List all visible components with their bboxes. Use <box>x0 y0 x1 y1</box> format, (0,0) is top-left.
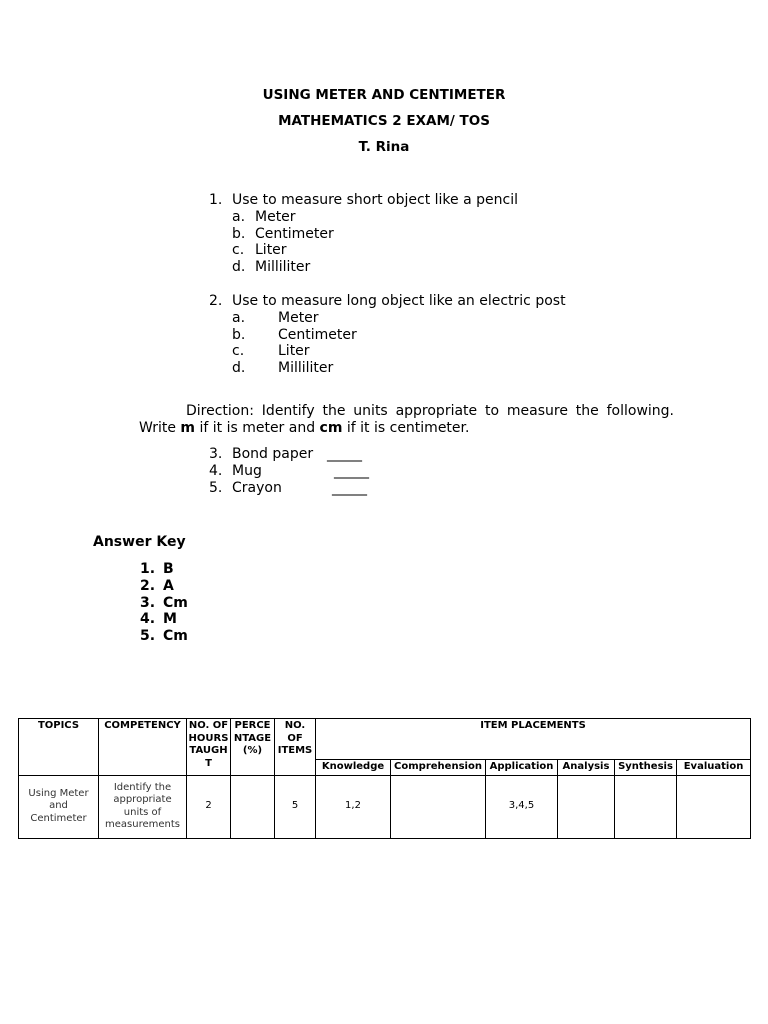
item-text: Bond paper <box>232 446 314 462</box>
header-topics: TOPICS <box>19 719 99 776</box>
cell-items: 5 <box>275 775 316 838</box>
answer-2 <box>140 578 260 595</box>
item-number: 4. <box>209 462 223 479</box>
col-evaluation: Evaluation <box>677 760 751 776</box>
answer-4 <box>140 611 260 628</box>
option-d <box>209 259 629 276</box>
question-number: 2. <box>209 293 223 309</box>
option-letter: b. <box>232 225 246 242</box>
option-b <box>209 226 629 243</box>
direction-cm: cm <box>319 419 343 436</box>
header-hours: NO. OF HOURS TAUGHT <box>187 719 231 776</box>
fill-item-4 <box>209 463 409 480</box>
option-letter: b. <box>232 326 246 343</box>
item-number: 3. <box>209 446 223 462</box>
cell-competency: Identify the appropriate units of measurements <box>99 775 187 838</box>
answer-key-title: Answer Key <box>93 534 186 550</box>
option-a <box>209 310 629 327</box>
option-text: Centimeter <box>278 326 357 343</box>
item-number: 5. <box>209 479 223 496</box>
option-c <box>209 242 629 259</box>
fill-item-5 <box>209 480 409 497</box>
question-text: Use to measure short object like a pencil <box>232 192 518 208</box>
cell-application: 3,4,5 <box>486 775 558 838</box>
answer-blank: _____ <box>332 479 367 496</box>
question-number: 1. <box>209 192 223 208</box>
answer-blank: _____ <box>327 446 362 462</box>
option-letter: d. <box>232 360 246 377</box>
col-knowledge: Knowledge <box>316 760 391 776</box>
header-item-placements: ITEM PLACEMENTS <box>316 719 751 760</box>
answer-value: Cm <box>163 594 188 611</box>
cell-knowledge: 1,2 <box>316 775 391 838</box>
doc-subtitle: MATHEMATICS 2 EXAM/ TOS <box>278 113 490 129</box>
cell-percentage <box>231 775 275 838</box>
item-text: Mug <box>232 462 262 479</box>
col-analysis: Analysis <box>558 760 615 776</box>
doc-title: USING METER AND CENTIMETER <box>262 87 506 103</box>
question-2 <box>209 293 629 377</box>
answer-3 <box>140 595 260 612</box>
option-text: Centimeter <box>255 225 334 242</box>
option-letter: d. <box>232 259 246 276</box>
answer-value: M <box>163 611 177 628</box>
answer-1 <box>140 561 260 578</box>
cell-analysis <box>558 775 615 838</box>
answer-number: 5. <box>140 628 156 645</box>
option-a <box>209 209 629 226</box>
option-text: Liter <box>255 242 287 259</box>
item-text: Crayon <box>232 479 282 496</box>
option-d <box>209 360 629 377</box>
answer-number: 3. <box>140 594 156 611</box>
header-competency: COMPETENCY <box>99 719 187 776</box>
direction-m: m <box>180 419 196 436</box>
option-text: Liter <box>278 343 310 360</box>
table-row <box>19 775 751 838</box>
answer-blank: _____ <box>334 462 369 479</box>
option-text: Milliliter <box>255 259 311 276</box>
fill-item-3 <box>209 446 409 463</box>
cell-evaluation <box>677 775 751 838</box>
cell-hours: 2 <box>187 775 231 838</box>
fill-items <box>209 446 409 496</box>
answer-number: 4. <box>140 611 156 628</box>
col-synthesis: Synthesis <box>615 760 677 776</box>
question-text: Use to measure long object like an electric post <box>232 293 566 309</box>
cell-comprehension <box>391 775 486 838</box>
col-comprehension: Comprehension <box>391 760 486 776</box>
answer-5 <box>140 628 260 645</box>
answer-number: 1. <box>140 561 156 577</box>
direction-text-3: if it is centimeter. <box>342 419 470 436</box>
option-letter: a. <box>232 208 246 225</box>
answer-number: 2. <box>140 577 156 594</box>
answer-value: Cm <box>163 628 188 645</box>
cell-synthesis <box>615 775 677 838</box>
option-letter: a. <box>232 309 246 326</box>
answer-value: A <box>163 577 174 594</box>
tos-table <box>18 718 751 839</box>
option-b <box>209 327 629 344</box>
direction-paragraph <box>139 403 674 436</box>
option-text: Meter <box>255 208 296 225</box>
answer-key-list <box>140 561 260 645</box>
direction-text-2: if it is meter and <box>195 419 320 436</box>
question-1 <box>209 192 629 276</box>
direction-text-1: Direction: Identify the units appropriate to measure the following. Write <box>139 403 674 436</box>
answer-value: B <box>163 561 174 577</box>
option-c <box>209 343 629 360</box>
table-header-row <box>19 719 751 760</box>
option-letter: c. <box>232 343 245 360</box>
cell-topic: Using Meter and Centimeter <box>19 775 99 838</box>
header-items: NO. OF ITEMS <box>275 719 316 776</box>
col-application: Application <box>486 760 558 776</box>
option-text: Meter <box>278 309 319 326</box>
option-letter: c. <box>232 242 245 259</box>
teacher-name: T. Rina <box>358 139 410 155</box>
header-percentage: PERCENTAGE (%) <box>231 719 275 776</box>
option-text: Milliliter <box>278 360 334 377</box>
